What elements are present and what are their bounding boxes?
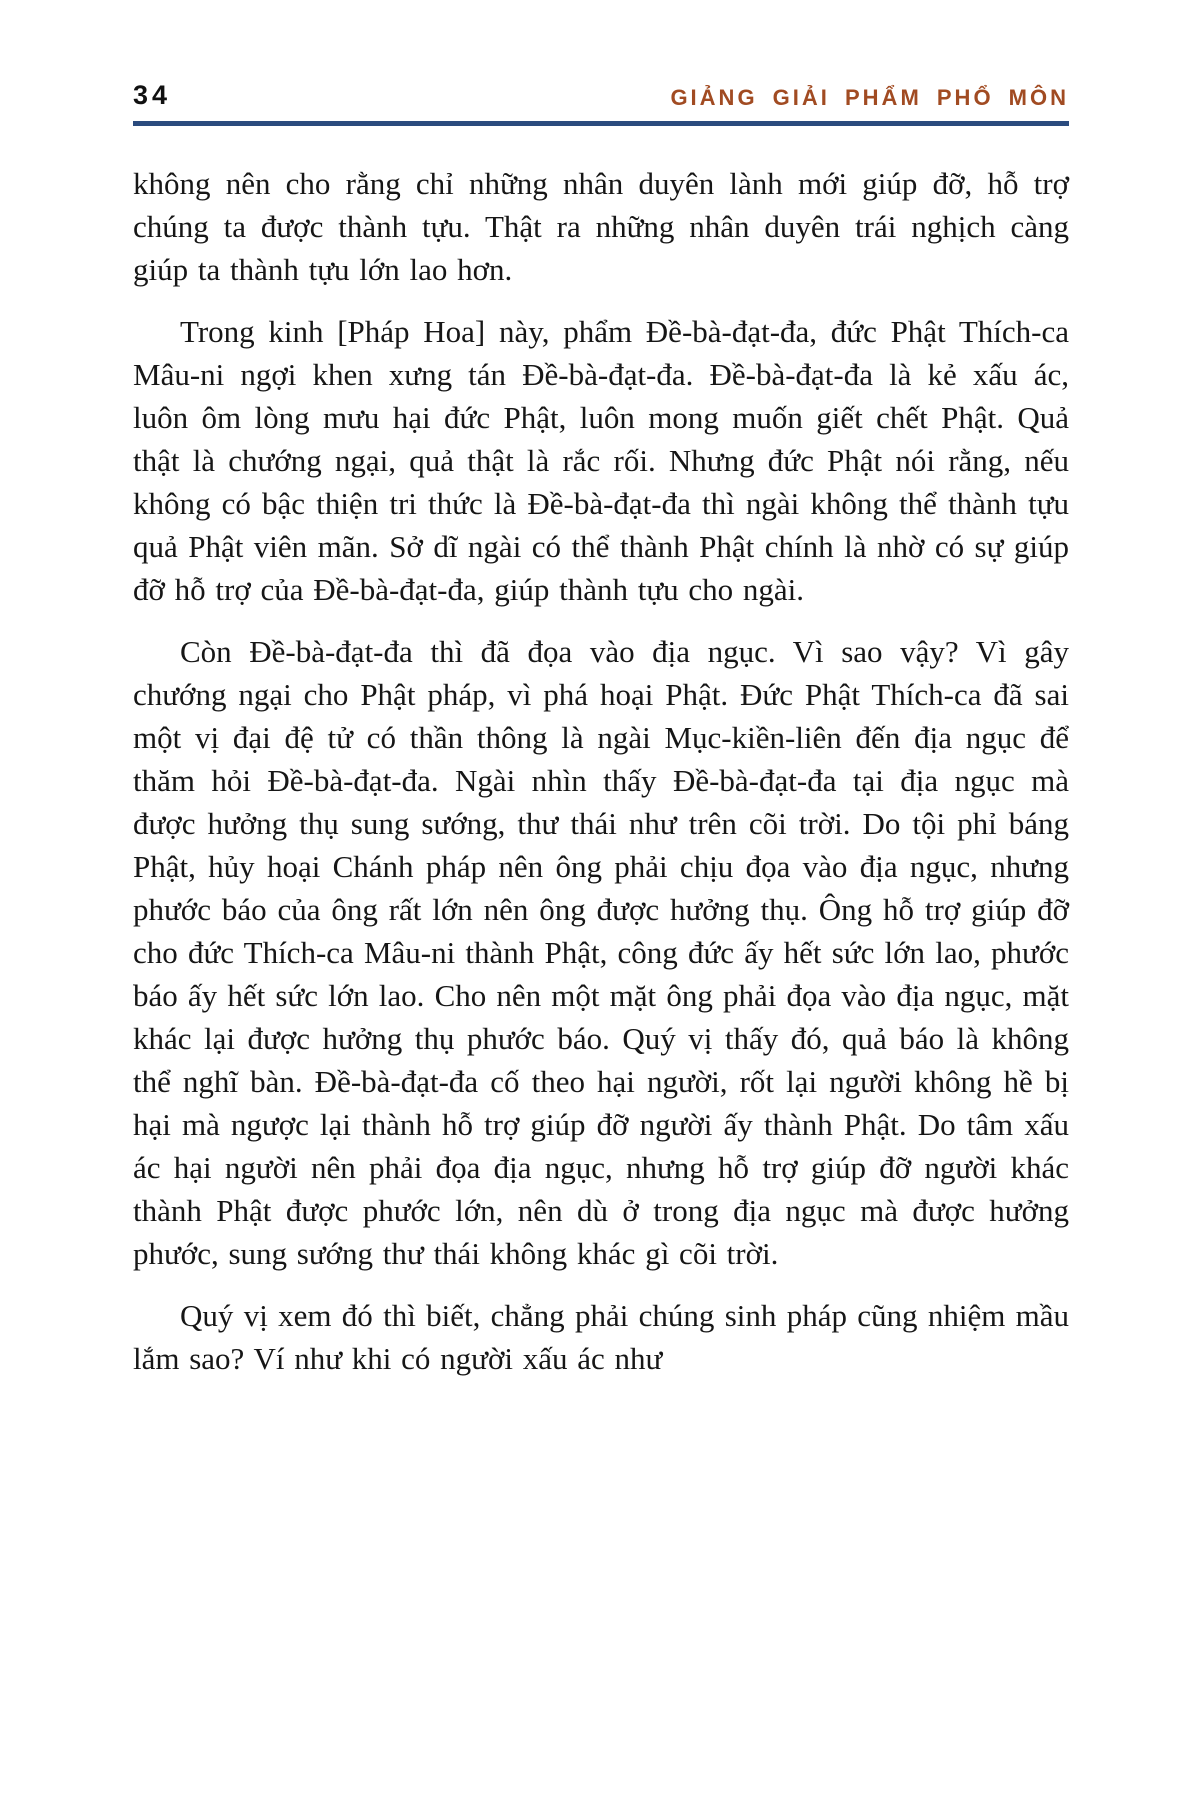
book-page bbox=[133, 0, 1069, 1399]
page-header bbox=[133, 80, 1069, 111]
body-text bbox=[133, 162, 1069, 1380]
paragraph-continuation: không nên cho rằng chỉ những nhân duyên lành mới giúp đỡ, hỗ trợ chúng ta được thành tựu. Thật ra những nhân duyên trái nghịch càng giúp ta thành tựu lớn lao hơn. bbox=[133, 166, 1069, 287]
header-rule bbox=[133, 121, 1069, 126]
running-title: GIẢNG GIẢI PHẨM PHỔ MÔN bbox=[670, 85, 1069, 110]
page-number: 34 bbox=[133, 80, 172, 110]
paragraph: Quý vị xem đó thì biết, chẳng phải chúng sinh pháp cũng nhiệm mầu lắm sao? Ví như khi có người xấu ác như bbox=[133, 1298, 1069, 1376]
paragraph: Trong kinh [Pháp Hoa] này, phẩm Đề-bà-đạt-đa, đức Phật Thích-ca Mâu-ni ngợi khen xưng tán Đề-bà-đạt-đa. Đề-bà-đạt-đa là kẻ xấu ác, luôn ôm lòng mưu hại đức Phật, luôn mong muốn giết chết Phật. Quả thật là chướng ngại, quả thật là rắc rối. Nhưng đức Phật nói rằng, nếu không có bậc thiện tri thức là Đề-bà-đạt-đa thì ngài không thể thành tựu quả Phật viên mãn. Sở dĩ ngài có thể thành Phật chính là nhờ có sự giúp đỡ hỗ trợ của Đề-bà-đạt-đa, giúp thành tựu cho ngài. bbox=[133, 314, 1069, 607]
paragraph: Còn Đề-bà-đạt-đa thì đã đọa vào địa ngục. Vì sao vậy? Vì gây chướng ngại cho Phật pháp, vì phá hoại Phật. Đức Phật Thích-ca đã sai một vị đại đệ tử có thần thông là ngài Mục-kiền-liên đến địa ngục để thăm hỏi Đề-bà-đạt-đa. Ngài nhìn thấy Đề-bà-đạt-đa tại địa ngục mà được hưởng thụ sung sướng, thư thái như trên cõi trời. Do tội phỉ báng Phật, hủy hoại Chánh pháp nên ông phải chịu đọa vào địa ngục, nhưng phước báo của ông rất lớn nên ông được hưởng thụ. Ông hỗ trợ giúp đỡ cho đức Thích-ca Mâu-ni thành Phật, công đức ấy hết sức lớn lao, phước báo ấy hết sức lớn lao. Cho nên một mặt ông phải đọa vào địa ngục, mặt khác lại được hưởng thụ phước báo. Quý vị thấy đó, quả báo là không thể nghĩ bàn. Đề-bà-đạt-đa cố theo hại người, rốt lại người không hề bị hại mà ngược lại thành hỗ trợ giúp đỡ người ấy thành Phật. Do tâm xấu ác hại người nên phải đọa địa ngục, nhưng hỗ trợ giúp đỡ người khác thành Phật được phước lớn, nên dù ở trong địa ngục mà được hưởng phước, sung sướng thư thái không khác gì cõi trời. bbox=[133, 634, 1069, 1271]
